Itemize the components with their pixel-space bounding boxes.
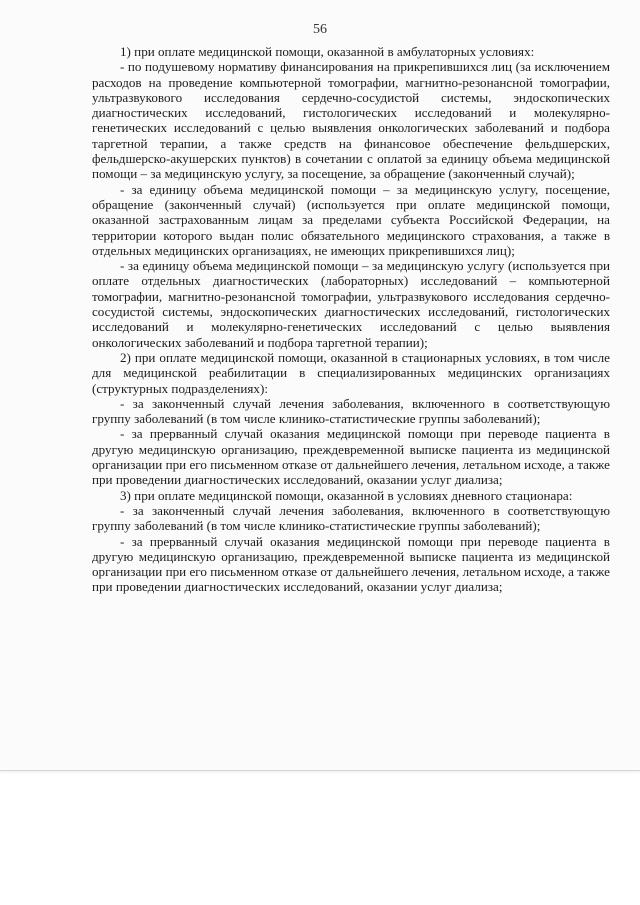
document-body bbox=[92, 44, 610, 595]
paragraph-inpatient-interrupted-case: - за прерванный случай оказания медицинской помощи при переводе пациента в другую медицинскую организацию, преждевременной выписке пациента из медицинской организации при его письменном отказе от дальнейшего лечения, летальном исходе, а также при проведении диагностических исследований, оказании услуг диализа; bbox=[92, 426, 610, 488]
paragraph-day-hospital-completed-case: - за законченный случай лечения заболевания, включенного в соответствующую группу заболеваний (в том числе клинико-статистические группы заболеваний); bbox=[92, 502, 610, 534]
paragraph-per-capita: - по подушевому нормативу финансирования на прикрепившихся лиц (за исключением расходов на проведение компьютерной томографии, магнитно-резонансной томографии, ультразвукового исследования сердечно-сосудистой системы, эндоскопических диагностических исследований, гистологических исследований и молекулярно-генетических исследований с целью выявления онкологических заболеваний и подбора таргетной терапии, а также средств на финансовое обеспечение фельдшерских, фельдшерско-акушерских пунктов) в сочетании с оплатой за единицу объема медицинской помощи – за медицинскую услугу, за посещение, за обращение (законченный случай); bbox=[92, 59, 610, 182]
paragraph-day-hospital-heading: 3) при оплате медицинской помощи, оказанной в условиях дневного стационара: bbox=[120, 487, 573, 503]
paragraph-unit-service: - за единицу объема медицинской помощи – за медицинскую услугу (используется при оплате отдельных диагностических (лабораторных) исследований – компьютерной томографии, магнитно-резонансной томографии, ультразвукового исследования сердечно-сосудистой системы, эндоскопических диагностических исследований, гистологических исследований и молекулярно-генетических исследований с целью выявления онкологических заболеваний и подбора таргетной терапии); bbox=[92, 258, 610, 350]
paragraph-ambulatory-heading: 1) при оплате медицинской помощи, оказанной в амбулаторных условиях: bbox=[120, 44, 535, 59]
paragraph-inpatient-completed-case: - за законченный случай лечения заболевания, включенного в соответствующую группу заболеваний (в том числе клинико-статистические группы заболеваний); bbox=[92, 395, 610, 427]
paragraph-unit-volume: - за единицу объема медицинской помощи – за медицинскую услугу, посещение, обращение (законченный случай) (используется при оплате медицинской помощи, оказанной застрахованным лицам за пределами субъекта Российской Федерации, на территории которого выдан полис обязательного медицинского страхования, а также в отдельных медицинских организациях, не имеющих прикрепившихся лиц); bbox=[92, 181, 610, 258]
paragraph-inpatient-heading: 2) при оплате медицинской помощи, оказанной в стационарных условиях, в том числе для медицинской реабилитации в специализированных медицинских организациях (структурных подразделениях): bbox=[92, 349, 610, 396]
page-number: 56 bbox=[313, 22, 327, 37]
paragraph-day-hospital-interrupted-case: - за прерванный случай оказания медицинской помощи при переводе пациента в другую медицинскую организацию, преждевременной выписке пациента из медицинской организации при его письменном отказе от дальнейшего лечения, летальном исходе, а также при проведении диагностических исследований, оказании услуг диализа; bbox=[92, 533, 610, 595]
